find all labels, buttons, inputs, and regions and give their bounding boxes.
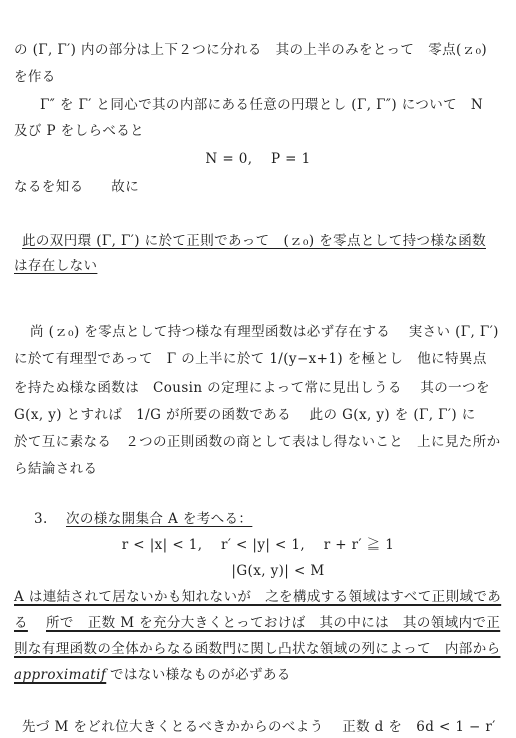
text-line-12: G(x, y) とすれば 1/G が所要の函数である 此の G(x, y) を (Γ, Γ′) に <box>14 407 476 423</box>
text-line-21: 則な有理函数の全体からなる函数門に関し凸状な領域の列によって 内部から <box>14 641 501 657</box>
text-line-14: ら結論される <box>14 461 98 477</box>
text-line-10: に於て有理型であって Γ の上半に於て 1/(y−x+1) を極とし 他に特異点 <box>14 351 487 367</box>
approximatif-word: approximatif <box>14 667 107 683</box>
text-line-19: A は連結されて居ないかも知れないが 之を構成する領域はすべて正則域であ <box>14 589 502 605</box>
text-line-13: 於て互に素なる ２つの正則函数の商として表はし得ないこと 上に見た所か <box>14 434 501 450</box>
text-line-2: を作る <box>14 69 56 85</box>
theorem-line-1: 此の双円環 (Γ, Γ′) に於て正則であって (ｚ₀) を零点として持つ様な函数 <box>22 233 486 249</box>
text-line-20b: 所で 正数 M を充分大きくとっておけば 其の中には 其の領域内で正 <box>46 615 501 631</box>
text-line-22: ではない様なものが必ずある <box>110 667 291 683</box>
bound-line: |G(x, y)| < M <box>231 563 325 579</box>
section-heading: 次の様な開集合 A を考へる： <box>66 511 253 527</box>
text-line-11: を持たぬ様な函数は Cousin の定理によって常に見出しうる 其の一つを <box>14 380 490 396</box>
text-line-4: 及び P をしらべると <box>14 123 145 139</box>
equation-n-p: N = 0, P = 1 <box>205 151 311 167</box>
text-line-23: 先づ M をどれ位大きくとるべきかからのべよう 正数 d を 6d < 1 − r′ <box>22 719 496 735</box>
section-number: 3. <box>34 511 48 527</box>
text-line-1: の (Γ, Γ′) 内の部分は上下２つに分れる 其の上半のみをとって 零点(ｚ₀) <box>14 42 488 58</box>
inequality-line: r < |x| < 1, r′ < |y| < 1, r + r′ ≧ 1 <box>121 537 395 553</box>
text-line-20a: る <box>14 615 28 631</box>
text-line-3: Γ″ を Γ′ と同心で其の内部にある任意の円環とし (Γ, Γ″) について N <box>40 97 484 113</box>
theorem-line-2: は存在しない <box>14 258 98 274</box>
text-line-9: 尚 (ｚ₀) を零点として持つ様な有理型函数は必ず存在する 実さい (Γ, Γ′) <box>30 324 499 340</box>
text-line-6: なるを知る 故に <box>14 179 140 195</box>
